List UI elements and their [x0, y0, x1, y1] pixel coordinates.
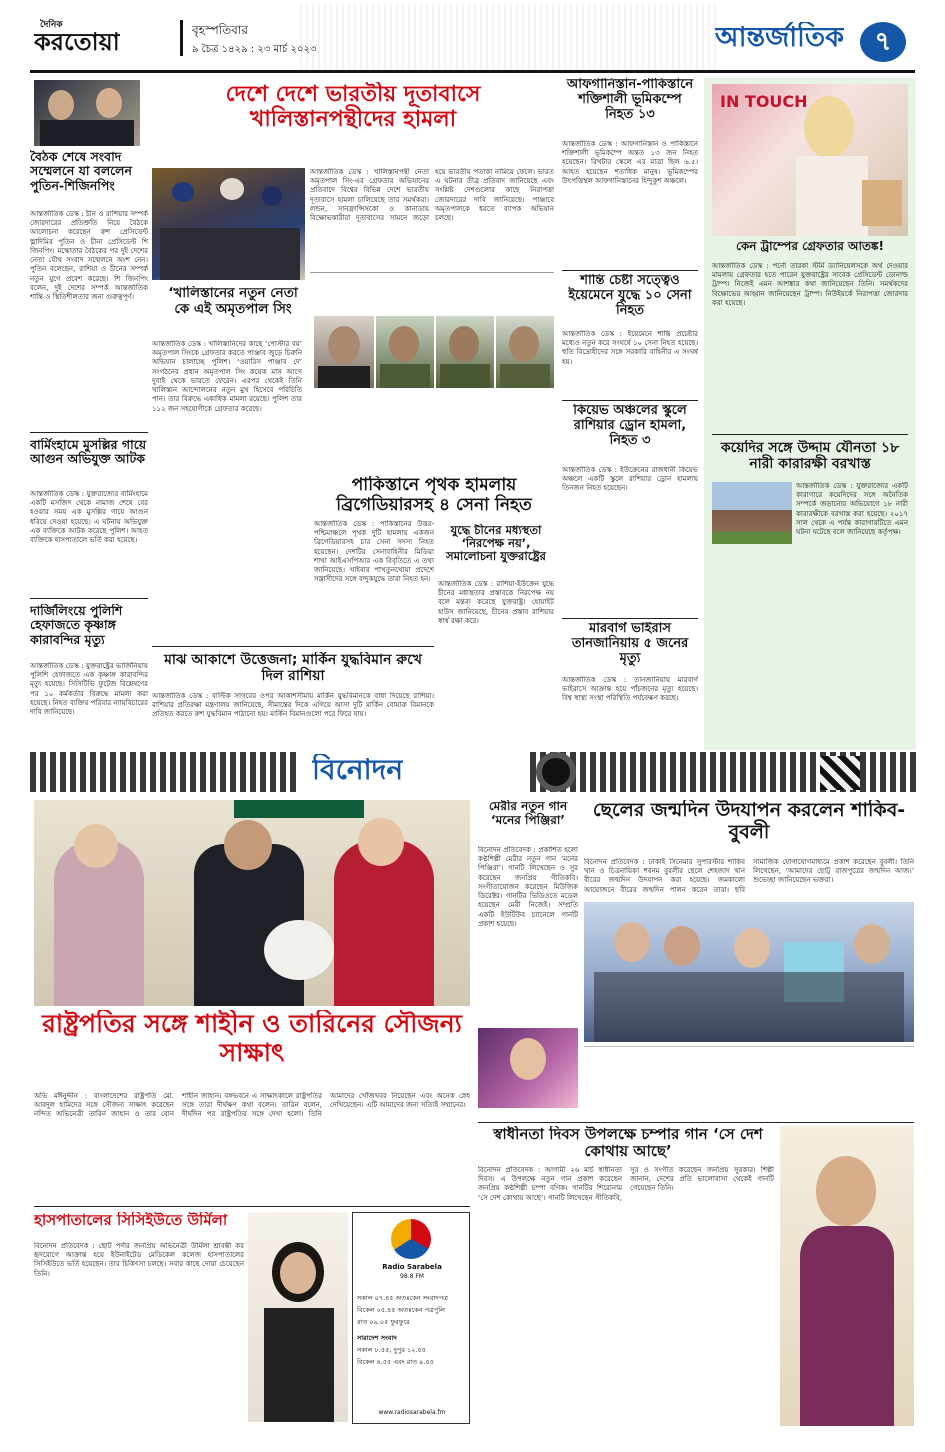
magazine-title: IN TOUCH [720, 92, 808, 111]
president-headline: রাষ্ট্রপতির সঙ্গে শাহীন ও তারিনের সৌজন্য সাক্ষাৎ [42, 1010, 462, 1067]
prison-building-photo [712, 482, 792, 544]
divider [478, 1122, 914, 1123]
song-body: বিনোদন প্রতিবেদক : প্রকাশিত হলো কণ্ঠশিল্পী মেরীর নতুন গান ‘মনের পিঞ্জিরা’। গানটি লিখেছেন ও সুর করেছেন জনপ্রিয় গীতিকবি। সংগীতায়োজন করেছেন মিউজিক ডিরেক্টর। গানটির ভিডিওতে মডেল হয়েছেন মেরী নিজেই। সম্প্রতি একটি ইউটিউব চ্যানেলে গানটি প্রকাশ হয়েছে। [478, 846, 578, 928]
champa-headline: স্বাধীনতা দিবস উপলক্ষে চম্পার গান ‘সে দেশ কোথায় আছে’ [493, 1126, 763, 1161]
divider [712, 434, 908, 435]
birmingham-body: আন্তর্জাতিক ডেস্ক : যুক্তরাজ্যের বার্মিংহামে একটি মসজিদ থেকে নামাজ শেষে বের হওয়ার সময় এক মুসল্লির গায়ে আগুন ধরিয়ে দেওয়া হয়েছে। এ ঘটনায় অভিযুক্ত এক ব্যক্তিকে আটক করেছে পুলিশ। আহত ব্যক্তিকে হাসপাতালে ভর্তি করা হয়েছে। [30, 490, 148, 545]
divider [562, 618, 698, 619]
yemen-body: আন্তর্জাতিক ডেস্ক : ইয়েমেনে শান্তি প্রচেষ্টার মধ্যেও নতুন করে সংঘর্ষে ১০ সেনা নিহত হয়েছে। হুতি বিদ্রোহীদের সঙ্গে সরকারি বাহিনীর এ সংঘর্ষ হয়। [562, 330, 698, 366]
brigadier-portrait [314, 316, 374, 388]
brand-small: দৈনিক [40, 20, 63, 30]
divider [152, 646, 434, 647]
pakistan-body: আন্তর্জাতিক ডেস্ক : পাকিস্তানের উত্তর-পশ্চিমাঞ্চলে পৃথক দুটি হামলায় একজন ব্রিগেডিয়ারসহ চার সেনা সদস্য নিহত হয়েছেন। দেশটির সেনাবাহিনীর মিডিয়া শাখা আইএসপিআর এক বিবৃতিতে এ তথ্য জানিয়েছে। খাইবার পাখতুনখোয়া প্রদেশে সন্ত্রাসীদের সঙ্গে বন্দুকযুদ্ধে তারা নিহত হন। [314, 520, 434, 584]
radio-line-6: বিকেল ৪.৫৫ এবং রাত ৯.৫৫ [357, 1358, 434, 1366]
putin-headline: বৈঠক শেষে সংবাদ সম্মেলনে যা বললেন পুতিন-শিজিনপিং [30, 150, 132, 193]
soldier-portrait-2 [436, 316, 494, 388]
masthead [0, 0, 945, 74]
world-map-decoration [300, 4, 720, 70]
shakib-headline: ছেলের জন্মদিন উদযাপন করলেন শাকিব-বুবলী [592, 800, 906, 843]
header-divider [180, 20, 183, 56]
divider [30, 432, 148, 433]
marburg-body: আন্তর্জাতিক ডেস্ক : তানজানিয়ায় মারবার্গ ভাইরাসে আক্রান্ত হয়ে পাঁচজনের মৃত্যু হয়েছে। বিশ্ব স্বাস্থ্য সংস্থা পরিস্থিতি পর্যবেক্ষণ করছে। [562, 676, 698, 703]
soldier-portrait-3 [496, 316, 554, 388]
divider [562, 270, 698, 271]
putin-body: আন্তর্জাতিক ডেস্ক : চীন ও রাশিয়ার সম্পর্ক জোরদারের প্রতিশ্রুতি নিয়ে বৈঠকে আলোচনা করেছেন রুশ প্রেসিডেন্ট ভ্লাদিমির পুতিন ও চীনা প্রেসিডেন্ট শি জিনপিং। মস্কোতার বৈঠকের পর দুই দেশের নেতা যৌথ সংবাদ সম্মেলনে অংশ নেন। পুতিন বলেছেন, রাশিয়া ও চীনের সম্পর্ক নতুন যুগে প্রবেশ করেছে। শি জিনপিং বলেন, দুই দেশের সম্পর্ক আন্তর্জাতিক শান্তি ও স্থিতিশীলতার জন্য গুরুত্বপূর্ণ। [30, 210, 148, 302]
divider [30, 598, 148, 599]
magazine-cover-photo [712, 84, 908, 236]
urmila-headline: হাসপাতালের সিসিইউতে উর্মিলা [34, 1212, 228, 1229]
birmingham-headline: বার্মিংহামে মুসল্লির গায়ে আগুন অভিযুক্ত আটক [30, 438, 147, 467]
birthday-celebration-photo [584, 902, 914, 1042]
page-number-badge: ৭ [860, 22, 906, 62]
shakib-body-continued [584, 1046, 914, 1120]
sky-body: আন্তর্জাতিক ডেস্ক : বাল্টিক সাগরের ওপর আকাশসীমায় মার্কিন যুদ্ধবিমানকে বাধা দিয়েছে রাশিয়া। রাশিয়ার প্রতিরক্ষা মন্ত্রণালয় জানিয়েছে, সীমান্তের দিকে এগিয়ে আসা দুটি মার্কিন বোমারু বিমানকে প্রতিহত করতে রুশ যুদ্ধবিমান পাঠানো হয়। মার্কিন বিমানগুলো পরে ফিরে যায়। [152, 692, 434, 719]
prison-headline: কয়েদির সঙ্গে উদ্দাম যৌনতা ১৮ নারী কারারক্ষী বরখাস্ত [720, 440, 900, 473]
china-body: আন্তর্জাতিক ডেস্ক : রাশিয়া-ইউক্রেন যুদ্ধে চীনের মধ্যস্থতার প্রস্তাবকে নিরপেক্ষ নয় বলে মন্তব্য করেছে যুক্তরাষ্ট্র। হোয়াইট হাউস জানিয়েছে, চীনের প্রস্তাব রাশিয়ার স্বার্থ রক্ষা করে। [438, 580, 554, 625]
pakistan-headline: পাকিস্তানে পৃথক হামলায় ব্রিগেডিয়ারসহ ৪ সেনা নিহত [336, 476, 532, 515]
radio-line-4: সারাদেশ সংবাদ [357, 1334, 397, 1342]
sky-headline: মাঝ আকাশে উত্তেজনা; মার্কিন যুদ্ধবিমান রুখে দিল রাশিয়া [164, 652, 422, 685]
yemen-headline: শান্তি চেষ্টা সত্ত্বেও ইয়েমেনে যুদ্ধে ১০ সেনা নিহত [568, 274, 692, 318]
section-title: আন্তর্জাতিক [715, 22, 844, 53]
kiev-body: আন্তর্জাতিক ডেস্ক : ইউক্রেনের রাজধানী কিয়েভ অঞ্চলে একটি স্কুলে রাশিয়ার ড্রোন হামলায় তিনজন নিহত হয়েছেন। [562, 466, 698, 493]
afghan-body: আন্তর্জাতিক ডেস্ক : আফগানিস্তান ও পাকিস্তানে শক্তিশালী ভূমিকম্পে অন্তত ১৩ জন নিহত হয়েছেন। রিখটার স্কেলে এর মাত্রা ছিল ৬.৫। আহত হয়েছেন শতাধিক মানুষ। ভূমিকম্পের উৎপত্তিস্থল আফগানিস্তানের হিন্দুকুশ অঞ্চলে। [562, 140, 698, 185]
prison-body: আন্তর্জাতিক ডেস্ক : যুক্তরাজ্যের একটি কারাগারে কয়েদিদের সঙ্গে অনৈতিক সম্পর্কে জড়ানোর অভিযোগে ১৮ নারী কারারক্ষীকে বরখাস্ত করা হয়েছে। ২০১৭ সাল থেকে এ পর্যন্ত কারাগারটিতে এমন ঘটনা ঘটেছে বলে জানিয়েছে কর্তৃপক্ষ। [796, 482, 908, 537]
kiev-headline: কিয়েভ অঞ্চলের স্কুলে রাশিয়ার ড্রোন হামলা, নিহত ৩ [573, 404, 687, 448]
radio-website[interactable]: www.radiosarabela.fm [378, 1409, 446, 1416]
actress-urmila-photo [248, 1212, 348, 1422]
trump-headline: কেন ট্রাম্পের গ্রেফতার আতঙ্ক! [736, 240, 884, 253]
trump-body: আন্তর্জাতিক ডেস্ক : পর্নো তারকা স্টর্মি ড্যানিয়েলসকে অর্থ দেওয়ার মামলায় গ্রেফতার হতে পারেন যুক্তরাষ্ট্রের সাবেক প্রেসিডেন্ট ডোনাল্ড ট্রাম্প। নিজেই এমন আশঙ্কার কথা জানিয়েছেন তিনি। সমর্থকদের বিক্ষোভের আহ্বান জানিয়েছেন ট্রাম্প। নিউইয়র্কে নিরাপত্তা জোরদার করা হয়েছে। [712, 262, 908, 307]
radio-brand: Radio Sarabela [382, 1263, 442, 1271]
divider [562, 400, 698, 401]
date-line: ৯ চৈত্র ১৪২৯ : ২৩ মার্চ ২০২৩ [192, 44, 317, 55]
khalistan-protest-photo [152, 168, 305, 280]
china-headline: যুদ্ধে চীনের মধ্যস্থতা ‘নিরপেক্ষ নয়’, সমালোচনা যুক্তরাষ্ট্রের [446, 524, 546, 564]
radio-line-2: বিকেল ০৫.৪৫ অতঃকেন পত্রপুলি [357, 1306, 445, 1314]
darjeeling-body: আন্তর্জাতিক ডেস্ক : যুক্তরাষ্ট্রের ভার্জিনিয়ায় পুলিশি হেফাজতে এক কৃষ্ণাঙ্গ কারাবন্দির মৃত্যু হয়েছে। সিসিটিভি ফুটেজ বিশ্লেষণের পর ১০ কর্মকর্তার বিরুদ্ধে মামলা করা হয়েছে। নিহত ব্যক্তির পরিবার ন্যায়বিচারের দাবি জানিয়েছে। [30, 662, 148, 717]
marburg-headline: মারবার্গ ভাইরাস তানজানিয়ায় ৫ জনের মৃত্যু [571, 622, 689, 666]
entertainment-title: বিনোদন [312, 754, 404, 786]
shakib-body: বিনোদন প্রতিবেদক : ঢাকাই সিনেমার সুপারস্টার শাকিব খান ও চিত্রনায়িকা শবনম বুবলীর ছেলে শেহজাদ খান বীরের জন্মদিন উদযাপন করা হয়েছে। জমকালো আয়োজনে বীরের জন্মদিন পালন করেন তারা। ছবি সামাজিক যোগাযোগমাধ্যমে প্রকাশ করেছেন বুবলী। তিনি লিখেছেন, ‘আমাদের ছোট্ট রাজপুত্রের জন্মদিন আজ।’ শুভেচ্ছা জানিয়েছেন ভক্তরা। [584, 858, 914, 894]
radio-logo-icon [391, 1219, 431, 1259]
president-meeting-photo [34, 800, 470, 1006]
khalistan-headline: দেশে দেশে ভারতীয় দূতাবাসে খালিস্তানপন্থীদের হামলা [225, 82, 481, 133]
header-rule [30, 70, 915, 73]
president-body: অভি মঈনুদ্দীন : বাংলাদেশের রাষ্ট্রপতি মো. আবদুল হামিদের সঙ্গে সৌজন্য সাক্ষাৎ করেছেন নন্দিত অভিনেত্রী তারিন জাহান ও তার বোন শাহীন জাহান। বঙ্গভবনে এ সাক্ষাৎকালে রাষ্ট্রপতির সঙ্গে তারা দীর্ঘক্ষণ কথা বলেন। তারিন বলেন, দীর্ঘদিন পর রাষ্ট্রপতির সঙ্গে দেখা হলো। তিনি আমাদের খোঁজখবর নিয়েছেন এবং অনেক স্নেহ দেখিয়েছেন। এটি আমাদের জন্য সত্যিই সম্মানের। [34, 1092, 470, 1119]
amritpal-body: আন্তর্জাতিক ডেস্ক : খালিস্তানিদের কাছে ‘পোস্টার বয়’ অমৃতপাল সিংকে গ্রেফতার করতে পাঞ্জাব জুড়ে চিরুনি অভিযান চালাচ্ছে পুলিশ। ‘ওয়ারিস পাঞ্জাব দে’ সংগঠনের প্রধান অমৃতপাল সিং কয়েক মাস আগে দুবাই থেকে ভারতে ফেরেন। এরপর থেকেই তিনি খালিস্তান আন্দোলনের নতুন মুখ হিসেবে পরিচিতি পান। তার বিরুদ্ধে একাধিক মামলা রয়েছে। পুলিশ তার ১১২ জন সহযোগীকে গ্রেফতার করেছে। [152, 340, 302, 413]
khalistan-body: আন্তর্জাতিক ডেস্ক : খালিস্তানপন্থী নেতা অমৃতপাল সিং-এর গ্রেফতার অভিযানের প্রতিবাদে বিশ্বের বিভিন্ন দেশে ভারতীয় দূতাবাসে হামলা চালিয়েছে তার সমর্থকরা। লন্ডন, সানফ্রান্সিসকো ও কানাডায় বিক্ষোভকারীরা দূতাবাসের সামনে জড়ো হয়ে ভারতীয় পতাকা নামিয়ে ফেলে। ভারত এ ঘটনার তীব্র প্রতিবাদ জানিয়েছে এবং সংশ্লিষ্ট দেশগুলোর কাছে নিরাপত্তা জোরদারের দাবি জানিয়েছে। পাঞ্জাবে অমৃতপালকে ধরতে ব্যাপক অভিযান চলছে। [310, 168, 554, 223]
putin-xi-photo [34, 80, 140, 146]
radio-frequency: 98.8 FM [400, 1273, 424, 1280]
weekday: বৃহস্পতিবার [192, 23, 248, 37]
amritpal-headline: ‘খালিস্তানের নতুন নেতা কে এই অমৃতপাল সিং [168, 286, 298, 317]
champa-body: বিনোদন প্রতিবেদক : আগামী ২৬ মার্চ স্বাধীনতা দিবস। এ উপলক্ষে নতুন গান প্রকাশ করেছেন জনপ্রিয় কণ্ঠশিল্পী চম্পা বণিক। গানটির শিরোনাম ‘সে দেশ কোথায় আছে’। গানটি লিখেছেন গীতিকবি, সুর ও সংগীত করেছেন জনপ্রিয় সুরকার। শিল্পী জানান, দেশের প্রতি ভালোবাসা থেকেই গানটি গেয়েছেন তিনি। [478, 1166, 774, 1202]
radio-line-3: রাত ০৯.০৫ ফুরফুরে [357, 1318, 410, 1326]
amritpal-body-continued [310, 272, 554, 312]
radio-ad [352, 1212, 470, 1424]
urmila-body: বিনোদন প্রতিবেদক : ছোট পর্দার জনপ্রিয় অভিনেত্রী উর্মিলা শ্রাবন্তী কর হৃদরোগে আক্রান্ত হয়ে ইউনাইটেড মেডিকেল কলেজ হাসপাতালের সিসিইউতে ভর্তি হয়েছেন। তার চিকিৎসা চলছে। সবার কাছে দোয়া চেয়েছেন তিনি। [34, 1242, 244, 1278]
brand-logo: করতোয়া [34, 28, 120, 56]
radio-line-5: সকাল ৮.৫৫, দুপুর ১২.৫৫ [357, 1346, 426, 1354]
radio-line-1: সকাল ০৭.৪৫ অতঃকেন সংবাদপত্র [357, 1294, 448, 1302]
song-headline: মেরীর নতুন গান ‘মনের পিঞ্জিরা’ [488, 800, 568, 827]
divider [34, 1206, 470, 1207]
soldier-portrait-1 [376, 316, 434, 388]
singer-champa-photo [780, 1126, 914, 1426]
darjeeling-headline: দার্জিলিংয়ে পুলিশি হেফাজতে কৃষ্ণাঙ্গ কারাবন্দির মৃত্যু [30, 604, 123, 647]
clapperboard-icon [820, 756, 860, 790]
film-reel-icon [536, 752, 576, 792]
afghan-headline: আফগানিস্তান-পাকিস্তানে শক্তিশালী ভূমিকম্পে নিহত ১৩ [566, 78, 694, 122]
singer-mery-photo [478, 1028, 578, 1108]
